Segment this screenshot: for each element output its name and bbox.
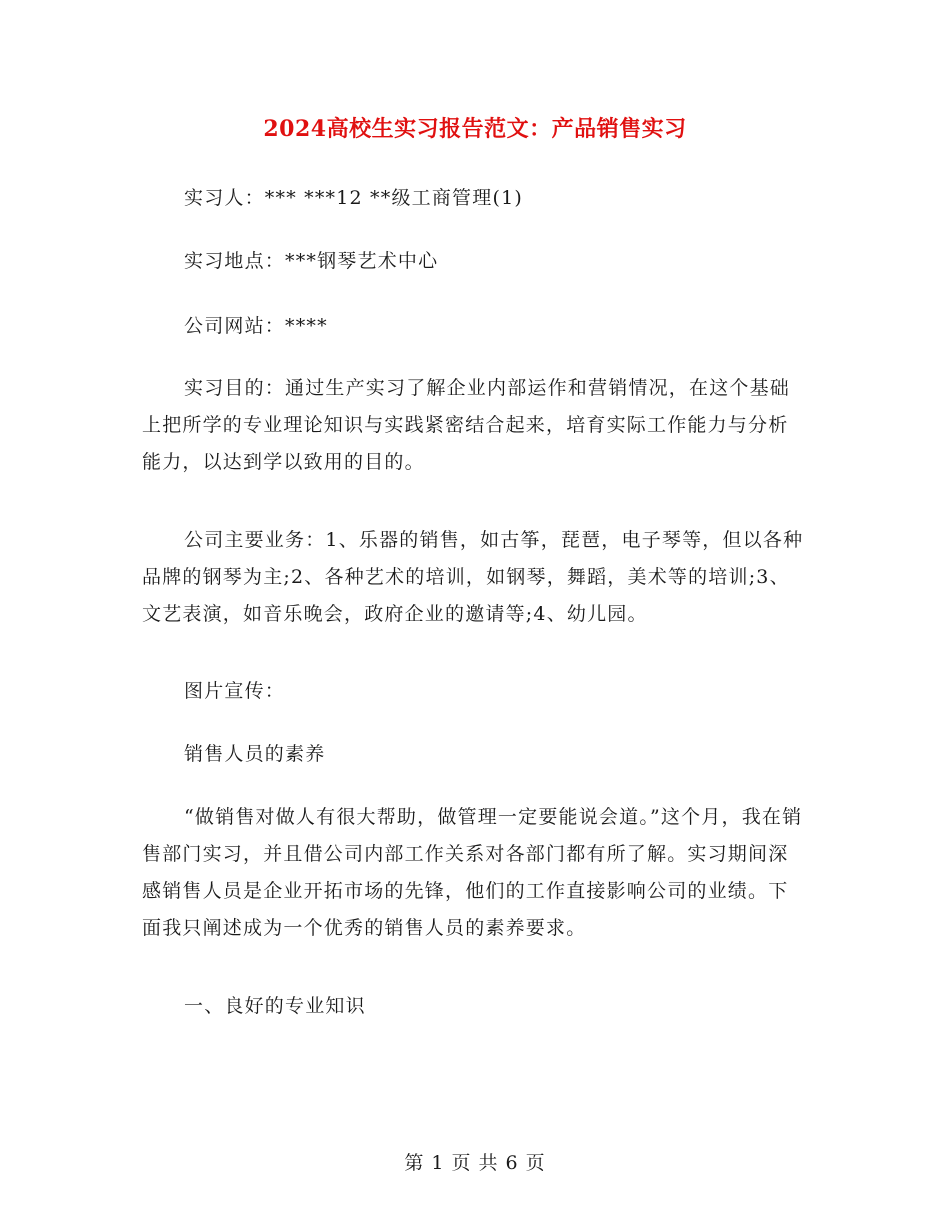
location-line: 实习地点：***钢琴艺术中心 <box>184 250 439 272</box>
intro-paragraph: “做销售对做人有很大帮助，做管理一定要能说会道。”这个月，我在销售部门实习，并且借公司内部工作关系对各部门都有所了解。实习期间深感销售人员是企业开拓市场的先锋，他们的工作直接影响公司的业绩。下面我只阐述成为一个优秀的销售人员的素养要求。 <box>142 806 803 939</box>
pictures-label: 图片宣传： <box>184 680 286 702</box>
point-one-heading: 一、良好的专业知识 <box>184 995 366 1017</box>
website-line: 公司网站：**** <box>184 315 328 337</box>
section-heading: 销售人员的素养 <box>184 743 326 765</box>
business-paragraph: 公司主要业务：1、乐器的销售，如古筝，琵琶，电子琴等，但以各种品牌的钢琴为主;2、各种艺术的培训，如钢琴，舞蹈，美术等的培训;3、文艺表演，如音乐晚会，政府企业的邀请等;4、幼儿园。 <box>142 529 804 625</box>
purpose-paragraph: 实习目的：通过生产实习了解企业内部运作和营销情况，在这个基础上把所学的专业理论知识与实践紧密结合起来，培育实际工作能力与分析能力，以达到学以致用的目的。 <box>142 377 791 473</box>
intern-line: 实习人：*** ***12 **级工商管理(1) <box>184 187 523 209</box>
document-title: 2024高校生实习报告范文：产品销售实习 <box>263 116 687 142</box>
page-footer: 第 1 页 共 6 页 <box>404 1152 546 1174</box>
